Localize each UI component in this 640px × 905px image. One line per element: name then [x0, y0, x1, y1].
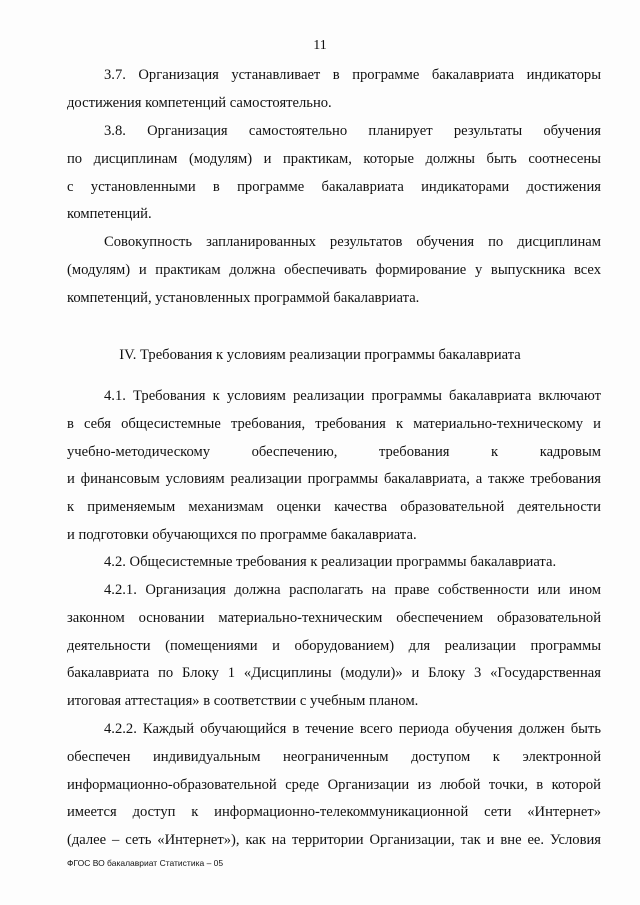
- paragraph-line: с установленными в программе бакалавриата индикаторами достижения: [67, 179, 601, 195]
- paragraph-line: деятельности (помещениями и оборудованием) для реализации программы: [67, 638, 601, 654]
- paragraph-line: имеется доступ к информационно-телекоммуникационной сети «Интернет»: [67, 804, 601, 820]
- paragraph-line: 4.2.2. Каждый обучающийся в течение всего периода обучения должен быть: [104, 721, 601, 737]
- paragraph-line: 4.1. Требования к условиям реализации программы бакалавриата включают: [104, 388, 601, 404]
- paragraph-line: в себя общесистемные требования, требования к материально-техническому и: [67, 416, 601, 432]
- paragraph-line: 4.2. Общесистемные требования к реализации программы бакалавриата.: [104, 554, 557, 570]
- paragraph-line: достижения компетенций самостоятельно.: [67, 95, 332, 111]
- paragraph-line: информационно-образовательной среде Организации из любой точки, в которой: [67, 777, 601, 793]
- paragraph-line: по дисциплинам (модулям) и практикам, которые должны быть соотнесены: [67, 151, 601, 167]
- paragraph-line: итоговая аттестация» в соответствии с учебным планом.: [67, 693, 419, 709]
- paragraph-line: 3.7. Организация устанавливает в программе бакалавриата индикаторы: [104, 67, 601, 83]
- page-number: 11: [313, 38, 327, 53]
- paragraph-line: бакалавриата по Блоку 1 «Дисциплины (модули)» и Блоку 3 «Государственная: [67, 665, 601, 681]
- document-footer: ФГОС ВО бакалавриат Статистика – 05: [67, 858, 224, 868]
- paragraph-line: (далее – сеть «Интернет»), как на территории Организации, так и вне ее. Условия: [67, 832, 601, 848]
- paragraph-line: компетенций, установленных программой бакалавриата.: [67, 290, 420, 306]
- paragraph-line: 4.2.1. Организация должна располагать на праве собственности или ином: [104, 582, 601, 598]
- section-heading: IV. Требования к условиям реализации программы бакалавриата: [119, 347, 521, 363]
- paragraph-line: 3.8. Организация самостоятельно планирует результаты обучения: [104, 123, 601, 139]
- paragraph-line: к применяемым механизмам оценки качества образовательной деятельности: [67, 499, 601, 515]
- paragraph-line: (модулям) и практикам должна обеспечивать формирование у выпускника всех: [67, 262, 601, 278]
- paragraph-line: и подготовки обучающихся по программе бакалавриата.: [67, 527, 417, 543]
- paragraph-line: законном основании материально-техническим обеспечением образовательной: [67, 610, 601, 626]
- paragraph-line: и финансовым условиям реализации программы бакалавриата, а также требования: [67, 471, 601, 487]
- paragraph-line: компетенций.: [67, 206, 152, 222]
- paragraph-line: Совокупность запланированных результатов обучения по дисциплинам: [104, 234, 601, 250]
- paragraph-line: обеспечен индивидуальным неограниченным доступом к электронной: [67, 749, 601, 765]
- paragraph-line: учебно-методическому обеспечению, требования к кадровым: [67, 444, 601, 460]
